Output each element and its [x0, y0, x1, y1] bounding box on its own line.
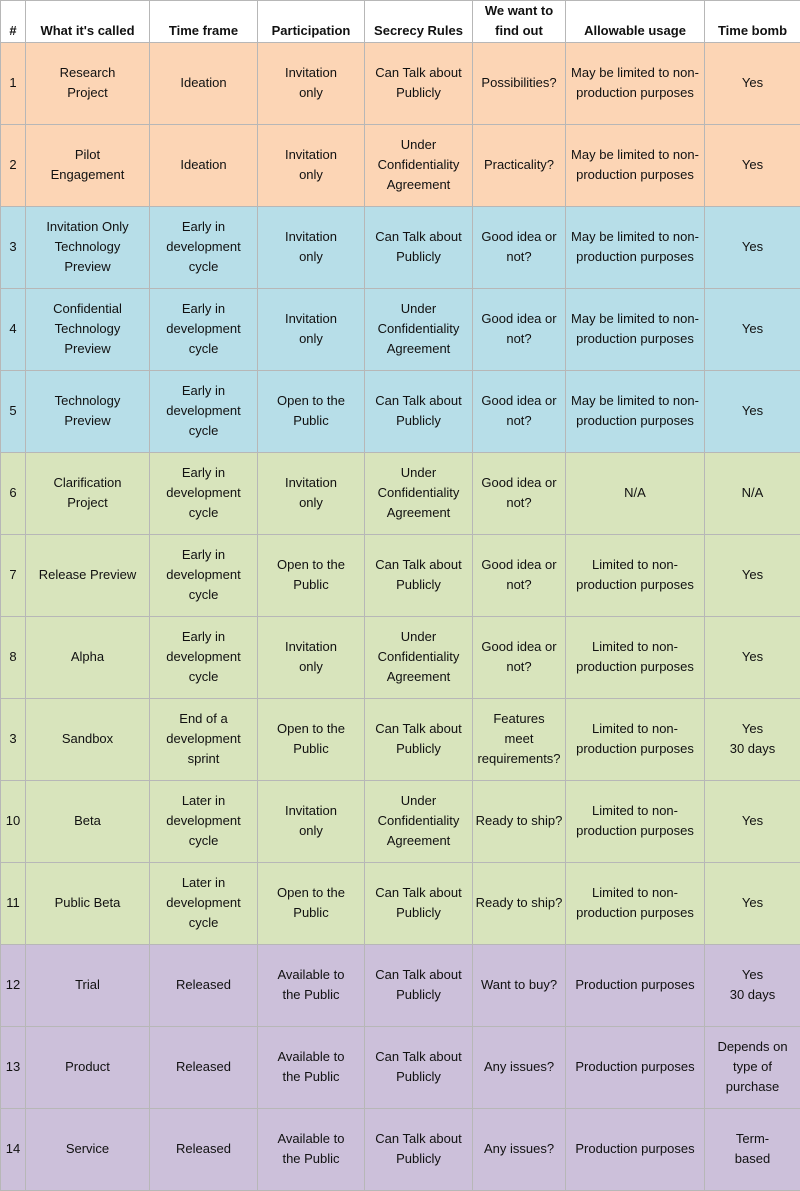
row-number-text: 12 — [3, 975, 23, 995]
row-find-out-text: Practicality? — [475, 155, 563, 175]
row-allowable-usage-cell — [566, 616, 705, 698]
row-secrecy-rules-text: Can Talk about Publicly — [367, 227, 470, 267]
row-find-out-cell — [473, 452, 566, 534]
row-secrecy-rules-cell — [365, 42, 473, 124]
row-time-bomb-text: N/A — [707, 483, 798, 503]
row-participation-cell — [258, 698, 365, 780]
row-secrecy-rules-text: Under Confidentiality Agreement — [367, 791, 470, 850]
row-participation-text: Available to the Public — [260, 1047, 362, 1087]
row-allowable-usage-cell — [566, 1108, 705, 1190]
row-time-frame-cell — [150, 862, 258, 944]
row-time-frame-cell — [150, 370, 258, 452]
table-row — [1, 288, 800, 370]
row-name-cell — [26, 534, 150, 616]
row-secrecy-rules-text: Under Confidentiality Agreement — [367, 299, 470, 358]
row-time-frame-text: Released — [152, 1139, 255, 1159]
row-find-out-cell — [473, 288, 566, 370]
row-find-out-text: Ready to ship? — [475, 811, 563, 831]
row-name-text: Clarification Project — [28, 473, 147, 513]
row-name-cell — [26, 1108, 150, 1190]
row-participation-cell — [258, 370, 365, 452]
row-number-cell — [1, 206, 26, 288]
row-time-bomb-text: Depends on type of purchase — [707, 1037, 798, 1096]
row-number-cell — [1, 452, 26, 534]
row-name-cell — [26, 944, 150, 1026]
row-time-frame-text: Early in development cycle — [152, 217, 255, 276]
row-secrecy-rules-cell — [365, 862, 473, 944]
row-secrecy-rules-cell — [365, 1026, 473, 1108]
row-participation-cell — [258, 944, 365, 1026]
row-number-cell — [1, 1108, 26, 1190]
row-allowable-usage-cell — [566, 452, 705, 534]
row-number-text: 6 — [3, 483, 23, 503]
row-time-bomb-cell — [705, 780, 800, 862]
row-secrecy-rules-text: Can Talk about Publicly — [367, 965, 470, 1005]
table-body — [1, 42, 800, 1190]
header-time-bomb: Time bomb — [705, 1, 800, 43]
row-name-cell — [26, 1026, 150, 1108]
row-participation-cell — [258, 206, 365, 288]
row-name-text: Pilot Engagement — [28, 145, 147, 185]
row-allowable-usage-text: Production purposes — [568, 1057, 702, 1077]
row-number-text: 8 — [3, 647, 23, 667]
row-name-cell — [26, 206, 150, 288]
row-secrecy-rules-cell — [365, 1108, 473, 1190]
row-name-cell — [26, 288, 150, 370]
table-row — [1, 452, 800, 534]
row-number-cell — [1, 124, 26, 206]
row-time-bomb-text: Yes — [707, 155, 798, 175]
row-time-frame-cell — [150, 616, 258, 698]
row-participation-cell — [258, 534, 365, 616]
row-name-text: Research Project — [28, 63, 147, 103]
table-row — [1, 1108, 800, 1190]
row-time-bomb-cell — [705, 370, 800, 452]
row-time-bomb-text: Yes — [707, 647, 798, 667]
header-time-frame: Time frame — [150, 1, 258, 43]
row-time-frame-text: Later in development cycle — [152, 873, 255, 932]
row-allowable-usage-text: May be limited to non- production purposes — [568, 145, 702, 185]
row-find-out-text: Good idea or not? — [475, 391, 563, 431]
row-time-frame-cell — [150, 698, 258, 780]
row-participation-cell — [258, 452, 365, 534]
row-time-bomb-cell — [705, 944, 800, 1026]
row-name-text: Service — [28, 1139, 147, 1159]
row-participation-text: Available to the Public — [260, 1129, 362, 1169]
row-participation-text: Open to the Public — [260, 555, 362, 595]
row-time-frame-cell — [150, 534, 258, 616]
row-participation-text: Open to the Public — [260, 391, 362, 431]
row-time-frame-text: Early in development cycle — [152, 299, 255, 358]
row-allowable-usage-cell — [566, 42, 705, 124]
row-secrecy-rules-cell — [365, 124, 473, 206]
row-name-text: Release Preview — [28, 565, 147, 585]
row-number-text: 5 — [3, 401, 23, 421]
table-row — [1, 1026, 800, 1108]
row-time-bomb-text: Term- based — [707, 1129, 798, 1169]
row-allowable-usage-cell — [566, 698, 705, 780]
row-secrecy-rules-cell — [365, 206, 473, 288]
row-allowable-usage-cell — [566, 780, 705, 862]
row-time-frame-cell — [150, 944, 258, 1026]
row-time-bomb-text: Yes — [707, 319, 798, 339]
row-secrecy-rules-cell — [365, 944, 473, 1026]
row-secrecy-rules-text: Under Confidentiality Agreement — [367, 135, 470, 194]
row-time-frame-text: Released — [152, 1057, 255, 1077]
row-find-out-text: Good idea or not? — [475, 473, 563, 513]
row-find-out-text: Good idea or not? — [475, 555, 563, 595]
row-name-cell — [26, 616, 150, 698]
row-time-bomb-text: Yes 30 days — [707, 965, 798, 1005]
row-participation-cell — [258, 1108, 365, 1190]
row-secrecy-rules-text: Under Confidentiality Agreement — [367, 627, 470, 686]
row-participation-text: Invitation only — [260, 63, 362, 103]
row-name-cell — [26, 124, 150, 206]
row-secrecy-rules-cell — [365, 370, 473, 452]
table-row — [1, 42, 800, 124]
row-participation-cell — [258, 862, 365, 944]
row-allowable-usage-cell — [566, 206, 705, 288]
row-secrecy-rules-text: Can Talk about Publicly — [367, 1047, 470, 1087]
row-find-out-text: Good idea or not? — [475, 309, 563, 349]
row-number-cell — [1, 698, 26, 780]
header-row — [1, 1, 800, 43]
row-allowable-usage-text: May be limited to non- production purposes — [568, 63, 702, 103]
row-participation-text: Available to the Public — [260, 965, 362, 1005]
row-find-out-text: Features meet requirements? — [475, 709, 563, 768]
row-name-cell — [26, 42, 150, 124]
row-time-bomb-cell — [705, 862, 800, 944]
row-number-text: 2 — [3, 155, 23, 175]
row-find-out-text: Possibilities? — [475, 73, 563, 93]
row-name-text: Trial — [28, 975, 147, 995]
row-find-out-text: Any issues? — [475, 1139, 563, 1159]
row-number-cell — [1, 944, 26, 1026]
row-find-out-text: Good idea or not? — [475, 227, 563, 267]
row-time-bomb-text: Yes — [707, 811, 798, 831]
row-secrecy-rules-text: Can Talk about Publicly — [367, 63, 470, 103]
row-name-text: Confidential Technology Preview — [28, 299, 147, 358]
row-secrecy-rules-text: Can Talk about Publicly — [367, 883, 470, 923]
row-number-cell — [1, 780, 26, 862]
row-time-bomb-cell — [705, 206, 800, 288]
row-secrecy-rules-text: Can Talk about Publicly — [367, 555, 470, 595]
row-number-text: 3 — [3, 237, 23, 257]
row-number-text: 4 — [3, 319, 23, 339]
header-allowable-usage: Allowable usage — [566, 1, 705, 43]
row-time-bomb-text: Yes — [707, 893, 798, 913]
row-find-out-text: Any issues? — [475, 1057, 563, 1077]
row-name-cell — [26, 698, 150, 780]
row-name-text: Alpha — [28, 647, 147, 667]
header-participation: Participation — [258, 1, 365, 43]
row-name-cell — [26, 862, 150, 944]
row-time-frame-text: Ideation — [152, 155, 255, 175]
row-time-frame-text: Early in development cycle — [152, 545, 255, 604]
row-number-cell — [1, 42, 26, 124]
row-name-text: Beta — [28, 811, 147, 831]
row-time-bomb-cell — [705, 534, 800, 616]
table-row — [1, 534, 800, 616]
row-allowable-usage-cell — [566, 288, 705, 370]
row-time-frame-text: Early in development cycle — [152, 463, 255, 522]
row-name-text: Product — [28, 1057, 147, 1077]
row-allowable-usage-text: Production purposes — [568, 1139, 702, 1159]
row-time-bomb-cell — [705, 1026, 800, 1108]
row-allowable-usage-text: Limited to non- production purposes — [568, 555, 702, 595]
row-number-cell — [1, 862, 26, 944]
row-name-text: Invitation Only Technology Preview — [28, 217, 147, 276]
table-row — [1, 698, 800, 780]
row-number-text: 10 — [3, 811, 23, 831]
row-find-out-cell — [473, 124, 566, 206]
row-number-text: 13 — [3, 1057, 23, 1077]
row-secrecy-rules-cell — [365, 534, 473, 616]
row-find-out-text: Want to buy? — [475, 975, 563, 995]
row-participation-text: Invitation only — [260, 145, 362, 185]
row-allowable-usage-cell — [566, 1026, 705, 1108]
table-row — [1, 616, 800, 698]
row-time-bomb-text: Yes 30 days — [707, 719, 798, 759]
row-time-frame-cell — [150, 288, 258, 370]
row-number-text: 3 — [3, 729, 23, 749]
header-name: What it's called — [26, 1, 150, 43]
row-find-out-cell — [473, 42, 566, 124]
row-time-frame-cell — [150, 1108, 258, 1190]
row-participation-text: Invitation only — [260, 309, 362, 349]
row-time-bomb-cell — [705, 124, 800, 206]
row-time-frame-cell — [150, 206, 258, 288]
row-find-out-text: Good idea or not? — [475, 637, 563, 677]
row-allowable-usage-text: May be limited to non- production purposes — [568, 391, 702, 431]
row-number-text: 14 — [3, 1139, 23, 1159]
row-participation-text: Invitation only — [260, 637, 362, 677]
row-time-bomb-cell — [705, 698, 800, 780]
row-allowable-usage-text: May be limited to non- production purposes — [568, 309, 702, 349]
table-row — [1, 780, 800, 862]
row-participation-cell — [258, 780, 365, 862]
row-allowable-usage-cell — [566, 862, 705, 944]
table-row — [1, 370, 800, 452]
row-time-bomb-cell — [705, 452, 800, 534]
header-number: # — [1, 1, 26, 43]
row-find-out-cell — [473, 1108, 566, 1190]
row-allowable-usage-text: Limited to non- production purposes — [568, 801, 702, 841]
row-find-out-text: Ready to ship? — [475, 893, 563, 913]
row-find-out-cell — [473, 944, 566, 1026]
row-number-cell — [1, 370, 26, 452]
row-time-frame-text: Early in development cycle — [152, 381, 255, 440]
row-name-text: Technology Preview — [28, 391, 147, 431]
row-find-out-cell — [473, 370, 566, 452]
row-participation-cell — [258, 124, 365, 206]
row-find-out-cell — [473, 1026, 566, 1108]
row-time-frame-cell — [150, 780, 258, 862]
row-time-bomb-cell — [705, 616, 800, 698]
row-find-out-cell — [473, 698, 566, 780]
row-find-out-cell — [473, 862, 566, 944]
row-secrecy-rules-text: Under Confidentiality Agreement — [367, 463, 470, 522]
row-name-text: Sandbox — [28, 729, 147, 749]
row-time-bomb-cell — [705, 1108, 800, 1190]
row-number-text: 11 — [3, 893, 23, 913]
row-number-cell — [1, 288, 26, 370]
row-time-frame-cell — [150, 1026, 258, 1108]
row-time-bomb-text: Yes — [707, 237, 798, 257]
row-number-cell — [1, 534, 26, 616]
row-number-text: 1 — [3, 73, 23, 93]
row-allowable-usage-text: May be limited to non- production purposes — [568, 227, 702, 267]
row-secrecy-rules-cell — [365, 780, 473, 862]
row-name-cell — [26, 452, 150, 534]
row-participation-cell — [258, 616, 365, 698]
row-time-frame-text: Ideation — [152, 73, 255, 93]
row-time-frame-text: Released — [152, 975, 255, 995]
row-find-out-cell — [473, 780, 566, 862]
row-name-cell — [26, 780, 150, 862]
row-name-cell — [26, 370, 150, 452]
row-time-frame-cell — [150, 452, 258, 534]
row-time-frame-cell — [150, 42, 258, 124]
row-allowable-usage-text: N/A — [568, 483, 702, 503]
table-row — [1, 206, 800, 288]
row-secrecy-rules-cell — [365, 452, 473, 534]
row-secrecy-rules-text: Can Talk about Publicly — [367, 719, 470, 759]
row-allowable-usage-text: Limited to non- production purposes — [568, 719, 702, 759]
row-number-text: 7 — [3, 565, 23, 585]
header-find-out: We want to find out — [473, 1, 566, 43]
row-name-text: Public Beta — [28, 893, 147, 913]
row-participation-text: Invitation only — [260, 473, 362, 513]
header-secrecy-rules: Secrecy Rules — [365, 1, 473, 43]
row-participation-text: Open to the Public — [260, 883, 362, 923]
row-secrecy-rules-cell — [365, 698, 473, 780]
row-time-frame-text: Early in development cycle — [152, 627, 255, 686]
row-time-bomb-text: Yes — [707, 565, 798, 585]
row-allowable-usage-cell — [566, 124, 705, 206]
row-participation-cell — [258, 42, 365, 124]
row-allowable-usage-cell — [566, 534, 705, 616]
row-time-bomb-cell — [705, 42, 800, 124]
table-row — [1, 862, 800, 944]
row-secrecy-rules-text: Can Talk about Publicly — [367, 1129, 470, 1169]
row-number-cell — [1, 1026, 26, 1108]
table-row — [1, 944, 800, 1026]
row-secrecy-rules-cell — [365, 288, 473, 370]
row-time-bomb-text: Yes — [707, 73, 798, 93]
row-time-frame-cell — [150, 124, 258, 206]
row-allowable-usage-text: Production purposes — [568, 975, 702, 995]
row-find-out-cell — [473, 534, 566, 616]
row-number-cell — [1, 616, 26, 698]
row-time-bomb-cell — [705, 288, 800, 370]
row-participation-text: Invitation only — [260, 801, 362, 841]
table-row — [1, 124, 800, 206]
row-find-out-cell — [473, 206, 566, 288]
row-secrecy-rules-cell — [365, 616, 473, 698]
row-participation-cell — [258, 288, 365, 370]
row-allowable-usage-cell — [566, 944, 705, 1026]
row-time-frame-text: Later in development cycle — [152, 791, 255, 850]
row-participation-text: Invitation only — [260, 227, 362, 267]
row-allowable-usage-cell — [566, 370, 705, 452]
row-time-frame-text: End of a development sprint — [152, 709, 255, 768]
row-secrecy-rules-text: Can Talk about Publicly — [367, 391, 470, 431]
row-participation-cell — [258, 1026, 365, 1108]
row-participation-text: Open to the Public — [260, 719, 362, 759]
row-allowable-usage-text: Limited to non- production purposes — [568, 637, 702, 677]
row-time-bomb-text: Yes — [707, 401, 798, 421]
row-allowable-usage-text: Limited to non- production purposes — [568, 883, 702, 923]
row-find-out-cell — [473, 616, 566, 698]
